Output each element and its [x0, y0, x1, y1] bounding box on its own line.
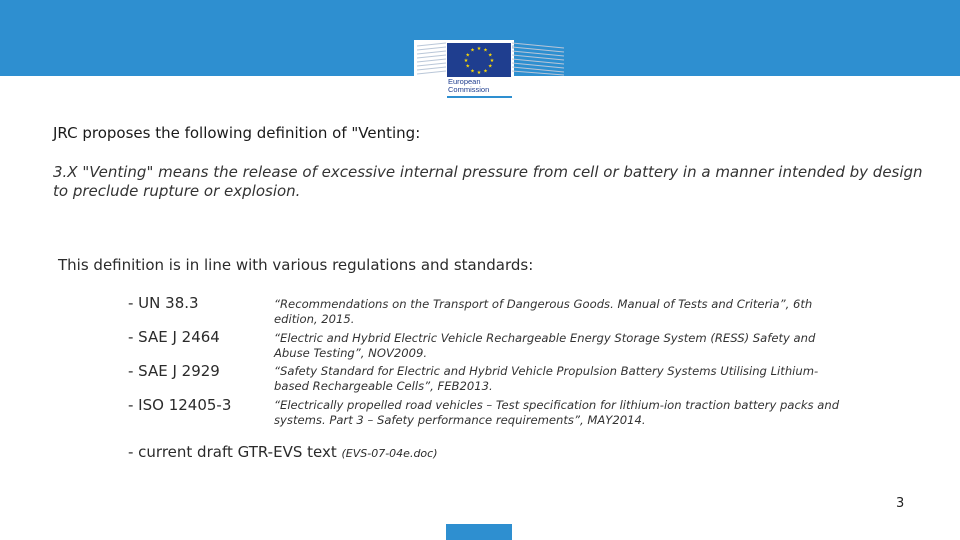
standard-description-sae-j-2464: “Electric and Hybrid Electric Vehicle Rechargeable Energy Storage System (RESS) Safety and Abuse Testing”, NOV2009.: [274, 331, 816, 360]
svg-text:★: ★: [465, 63, 470, 70]
logo-line-2: Commission: [448, 85, 490, 94]
svg-text:★: ★: [483, 68, 488, 75]
page-number: 3: [896, 496, 905, 511]
svg-text:★: ★: [465, 52, 470, 59]
eu-flag: [447, 43, 511, 77]
footer-accent-bar: [446, 524, 512, 540]
standard-description-un-38-3: “Recommendations on the Transport of Dangerous Goods. Manual of Tests and Criteria”, 6th edition, 2015.: [274, 297, 813, 326]
eu-stars-icon: [447, 43, 511, 77]
svg-text:★: ★: [463, 58, 469, 64]
svg-text:★: ★: [488, 63, 493, 70]
svg-text:★: ★: [489, 58, 495, 64]
svg-text:★: ★: [470, 68, 475, 75]
standard-label-un-38-3: - UN 38.3: [128, 294, 199, 312]
right-wing-graphic: [512, 40, 568, 76]
logo-underline: [447, 96, 512, 98]
svg-text:★: ★: [476, 46, 482, 52]
slide-heading: JRC proposes the following definition of "Venting:: [53, 124, 421, 142]
intro-text: This definition is in line with various regulations and standards:: [58, 256, 534, 274]
svg-text:★: ★: [476, 70, 482, 76]
draft-label: - current draft GTR-EVS text: [128, 443, 337, 461]
standard-label-iso-12405-3: - ISO 12405-3: [128, 396, 232, 414]
standard-description-sae-j-2929: “Safety Standard for Electric and Hybrid Vehicle Propulsion Battery Systems Utilising Lithium-based Rechargeable Cells”, FEB2013.: [274, 364, 819, 393]
svg-text:★: ★: [470, 47, 475, 54]
venting-definition: 3.X "Venting" means the release of excessive internal pressure from cell or battery in a manner intended by design to preclude rupture or explosion.: [53, 163, 923, 200]
svg-text:★: ★: [488, 52, 493, 59]
logo-wordmark: [448, 78, 489, 94]
svg-text:★: ★: [483, 47, 488, 54]
standard-label-sae-j-2929: - SAE J 2929: [128, 362, 220, 380]
standard-label-sae-j-2464: - SAE J 2464: [128, 328, 220, 346]
standard-description-iso-12405-3: “Electrically propelled road vehicles – Test specification for lithium-ion traction battery packs and systems. Part 3 – Safety performance requirements”, MAY2014.: [274, 398, 840, 427]
draft-reference: (EVS-07-04e.doc): [341, 447, 438, 460]
logo-line-1: European: [448, 77, 481, 86]
draft-gtr-evs: [128, 443, 438, 461]
